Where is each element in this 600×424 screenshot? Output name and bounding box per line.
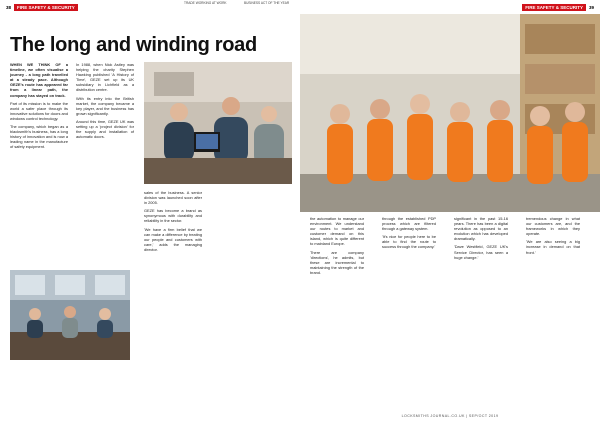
rcol2-p1: through the established PDP process which are filtered through a gateway system. [382, 216, 436, 232]
page-number-left: 38 [6, 4, 12, 10]
right-column-2 [382, 216, 436, 253]
col2-p3: Around this time, GEZE UK was setting up a 'project division' for the supply and installation of automatic doors. [76, 118, 134, 140]
right-column-4 [526, 216, 580, 258]
office-photo-illustration [10, 270, 130, 360]
col1-p2: Part of its mission is to make the world a safer place through its innovative solutions for doors and windows control technology. [10, 100, 68, 121]
logo-right: BUSINESS ACT OF THE YEAR [244, 1, 290, 5]
col3-p3: 'We have a firm belief that we can make a difference by treating our people and customers with care,' adds the managing director. [144, 226, 202, 252]
meeting-photo [144, 62, 292, 184]
rcol1-p1: the automation to manage our environment. We understand our routes to market and customer demand on this island, which is quite different to mainland Europe. [310, 216, 364, 247]
col3-p1: sales of the business. A senior division was launched soon after in 2005. [144, 190, 202, 206]
section-label-left: FIRE SAFETY & SECURITY [14, 4, 78, 11]
award-logos [184, 2, 292, 6]
staff-photo-illustration [300, 14, 600, 212]
col2-p2: With its entry into the British market, the company became a key player, and the business has grown significantly. [76, 95, 134, 116]
rcol3-p1: significant in the past 15-16 years. There has been a digital revolution as opposed to an evolution which has developed dramatically. [454, 216, 508, 242]
office-photo [10, 270, 130, 360]
column-1 [10, 62, 68, 153]
logo-left: TRADE WORKING AT WORK [184, 1, 227, 5]
col3-p2: GEZE has become a brand as synonymous with durability and reliability in the sector. [144, 208, 202, 224]
rcol2-p2: 'It's nice for people here to be able to find the route to success through the company.' [382, 234, 436, 250]
right-page [300, 0, 600, 424]
right-column-1 [310, 216, 364, 278]
meeting-photo-illustration [144, 62, 292, 184]
rcol4-p2: 'We are also seeing a big increase in demand on that front.' [526, 239, 580, 255]
col1-p3: The company, which began as a blacksmith's business, has a long history of innovation and is now a leading name in the manufacture of safety equipment. [10, 124, 68, 150]
column-3 [144, 190, 202, 255]
section-label-right: FIRE SAFETY & SECURITY [522, 4, 586, 11]
header-right [300, 0, 600, 14]
staff-photo [300, 14, 600, 212]
folio: LOCKSMITHS JOURNAL.CO.UK | SEP/OCT 2019 [401, 414, 499, 418]
rcol1-p2: There are company 'directions', he admits, but these are incremental to maintaining the strength of the brand. [310, 249, 364, 275]
col2-p1: In 1988, when Nick Astley was helping the charity Stephen Hawking published 'A History of Time', GEZE set up its UK subsidiary in Lichfield as a distribution centre. [76, 62, 134, 93]
rcol3-p2: 'Dave Westfield, GEZE UK's Service Director, has seen a huge change.' [454, 244, 508, 260]
article-title: The long and winding road [10, 34, 257, 56]
rcol4-p1: tremendous change in what our customers are, and the frameworks in which they operate. [526, 216, 580, 237]
col1-p1: WHEN WE THINK OF a timeline, we often visualise a journey - a long path travelled at a steady pace. Although GEZE's route has appeared far from a linear path, the company has stayed on track. [10, 62, 68, 98]
page-number-right: 39 [588, 4, 594, 10]
column-2 [76, 62, 134, 262]
right-column-3 [454, 216, 508, 263]
